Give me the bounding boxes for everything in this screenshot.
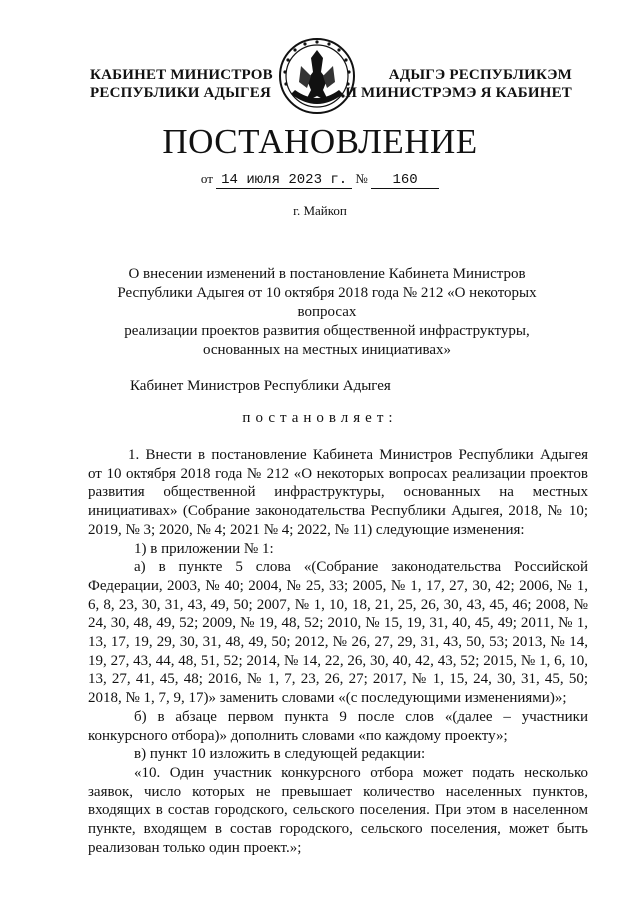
date-prefix: от xyxy=(200,171,213,186)
subject-line: Республики Адыгея от 10 октября 2018 года № 212 «О некоторых вопросах xyxy=(117,285,537,320)
header-left-line1: КАБИНЕТ МИНИСТРОВ xyxy=(90,67,273,83)
header-right-line1: АДЫГЭ РЕСПУБЛИКЭМ xyxy=(388,67,572,83)
subject-line: О внесении изменений в постановление Кабинета Министров xyxy=(128,266,526,282)
subject-line: основанных на местных инициативах» xyxy=(202,342,452,358)
document-date: 14 июля 2023 г. xyxy=(216,172,352,189)
document-city: г. Майкоп xyxy=(293,203,347,218)
number-prefix: № xyxy=(355,171,368,186)
body-paragraph: а) в пункте 5 слова «(Собрание законодательства Российской Федерации, 2003, № 40; 2004, № 25, 33; 2005, № 1, 17, 27, 30, 42; 2006, № 1, 6, 8, 23, 30, 31, 43, 49, 50; 2007, № 1, 10, 18, 21, 25, 26, 30, 43, 45, 46; 2008, № 24, 30, 48, 49, 52; 2009, № 19, 48, 52; 2010, № 15, 19, 31, 40, 45, 49; 2011, № 1, 13, 17, 19, 29, 30, 31, 48, 49, 50; 2012, № 26, 27, 29, 31, 43, 50, 53; 2013, № 14, 19, 27, 43, 44, 48, 51, 52; 2014, № 14, 22, 26, 30, 40, 42, 43, 52; 2015, № 1, 6, 10, 13, 27, 41, 45, 48; 2016, № 1, 7, 23, 26, 27; 2017, № 1, 15, 24, 30, 31, 45, 50; 2018, № 1, 7, 9, 17)» заменить словами «(с последующими изменениями)»; xyxy=(88,559,588,707)
document-title: ПОСТАНОВЛЕНИЕ xyxy=(162,122,478,161)
document-subject xyxy=(88,265,566,360)
subject-line: реализации проектов развития общественной инфраструктуры, xyxy=(124,323,530,339)
resolve-line: постановляет: xyxy=(242,410,398,426)
body-paragraph: 1) в приложении № 1: xyxy=(134,540,274,557)
intro-line: Кабинет Министров Республики Адыгея xyxy=(130,378,391,394)
body-paragraph: 1. Внести в постановление Кабинета Министров Республики Адыгея от 10 октября 2018 года № 212 «О некоторых вопросах реализации проектов развития общественной инфраструктуры, основанных на местных инициативах» (Собрание законодательства Республики Адыгея, 2018, № 10; 2019, № 3; 2020, № 4; 2021 № 4; 2022, № 11) следующие изменения: xyxy=(88,447,588,538)
body-paragraph: в) пункт 10 изложить в следующей редакции: xyxy=(134,746,426,763)
body-paragraph: «10. Один участник конкурсного отбора может подать несколько заявок, число которых не превышает количество населенных пунктов, входящих в состав городского, сельского поселения. При этом в населенном пункте, входящем в состав городского, сельского поселения, может быть реализован только один проект.»; xyxy=(88,764,588,856)
document-body xyxy=(88,446,588,857)
document-number: 160 xyxy=(371,172,439,189)
body-paragraph: б) в абзаце первом пункта 9 после слов «(далее – участники конкурсного отбора)» дополнить словами «по каждому проекту»; xyxy=(88,708,588,744)
document-date-number xyxy=(0,171,640,189)
header-right-line2: И МИНИСТРЭМЭ Я КАБИНЕТ xyxy=(345,85,572,101)
header-left-block xyxy=(90,66,273,102)
header-left-line2: РЕСПУБЛИКИ АДЫГЕЯ xyxy=(90,85,272,101)
header-right-block xyxy=(345,66,572,102)
